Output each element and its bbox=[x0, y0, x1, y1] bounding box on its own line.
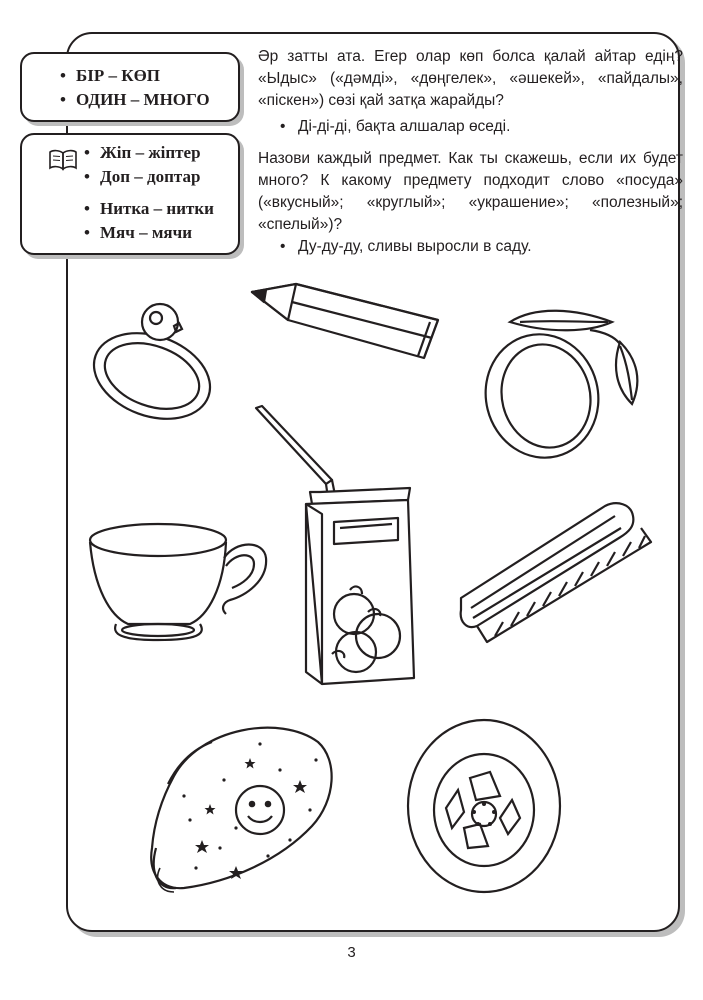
example-line: • Мяч – мячи bbox=[84, 221, 214, 245]
pencil-case-illustration bbox=[140, 720, 340, 902]
page-number: 3 bbox=[347, 944, 356, 961]
ring-illustration bbox=[88, 298, 223, 428]
example-line: • Жіп – жіптер bbox=[84, 141, 201, 165]
book-icon bbox=[48, 149, 78, 171]
task-rus-text: Назови каждый предмет. Как ты скажешь, если их будет много? К какому предмету подходит слово «посуда» («вкусный»; «круглый»; «украшение»; «полезный»; «спелый»)? bbox=[258, 150, 683, 233]
vocab-line: • БІР – КӨП bbox=[60, 64, 210, 88]
pencil-illustration bbox=[248, 282, 443, 362]
plum-illustration bbox=[480, 300, 650, 460]
vocab-box bbox=[20, 52, 240, 122]
task-rus-rhyme: • Ду-ду-ду, сливы выросли в саду. bbox=[258, 236, 703, 258]
task-kaz-rhyme: • Ді-ді-ді, бақта алшалар өседі. bbox=[258, 116, 703, 138]
brush-illustration bbox=[455, 498, 657, 646]
cup-illustration bbox=[86, 518, 271, 648]
juice-box-illustration bbox=[250, 404, 420, 688]
example-line: • Доп – доптар bbox=[84, 165, 201, 189]
examples-box bbox=[20, 133, 240, 255]
kaz-examples bbox=[84, 141, 201, 189]
task-kaz-text: Әр затты ата. Егер олар көп болса қалай айтар едің? «Ыдыс» («дәмді», «дөңгелек», «әшекей», «пайдалы», «піскен») сөзі қай затқа жарайды? bbox=[258, 48, 683, 109]
rus-examples bbox=[84, 197, 214, 245]
vocab-list bbox=[60, 64, 210, 112]
example-line: • Нитка – нитки bbox=[84, 197, 214, 221]
wheel-illustration bbox=[404, 716, 564, 896]
vocab-line: • ОДИН – МНОГО bbox=[60, 88, 210, 112]
